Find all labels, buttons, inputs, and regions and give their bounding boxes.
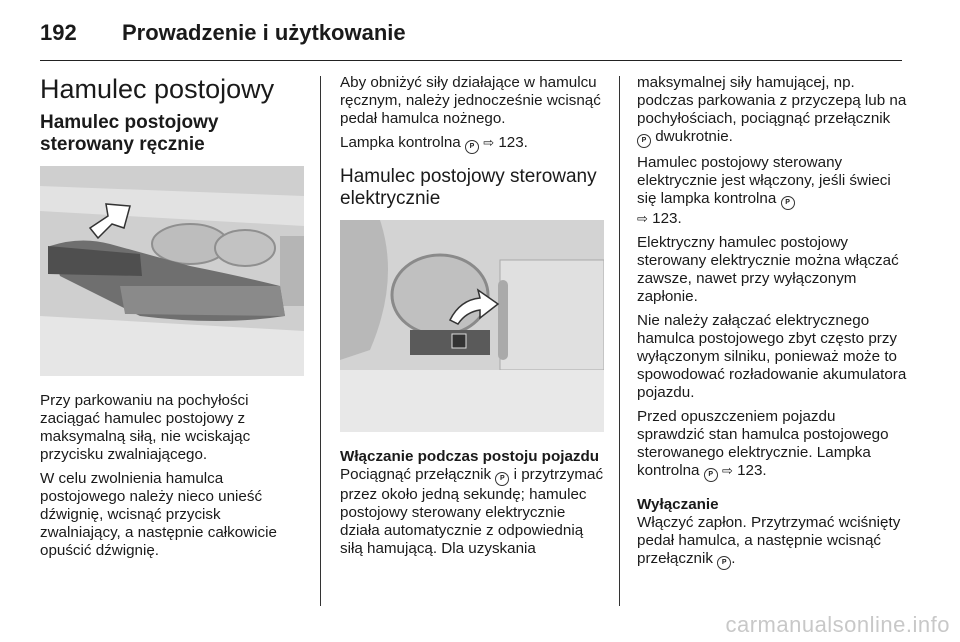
parking-brake-icon: P <box>717 556 731 570</box>
parking-brake-icon: P <box>465 140 479 154</box>
parking-brake-icon: P <box>704 468 718 482</box>
reference-arrow-icon: ⇨ <box>721 463 733 478</box>
watermark: carmanualsonline.info <box>725 612 950 637</box>
reference-arrow-icon: ⇨ <box>483 135 495 150</box>
paragraph: Nie należy załączać elektrycznego hamulca postojowego zbyt często przy wyłączonym silniku, ponieważ może to spowodować rozładowanie akumulatora pojazdu. <box>637 312 907 401</box>
paragraph: Aby obniżyć siły działające w hamulcu ręcznym, należy jednocześnie wcisnąć pedał hamulca nożnego. <box>340 74 601 127</box>
caption: Włączanie podczas postoju pojazdu <box>340 448 600 465</box>
paragraph <box>340 134 604 154</box>
paragraph: Elektryczny hamulec postojowy sterowany elektrycznie można włączać zawsze, nawet przy wyłączonym zapłonie. <box>637 234 899 305</box>
text: Hamulec postojowy sterowany elektrycznie jest włączony, jeśli świeci się lampka kontrolna <box>637 154 891 207</box>
column-middle <box>340 74 604 564</box>
parking-brake-icon: P <box>781 196 795 210</box>
text: Włączyć zapłon. Przytrzymać wciśnięty pedał hamulca, a następnie wcisnąć przełącznik <box>637 514 901 567</box>
subsection-title: Hamulec postojowy sterowany elektrycznie <box>340 166 597 209</box>
column-left <box>40 74 304 566</box>
page-reference: 123. <box>498 134 528 151</box>
handbrake-photo <box>40 166 304 376</box>
paragraph <box>637 514 907 570</box>
paragraph: W celu zwolnienia hamulca postojowego należy nieco unieść dźwignię, wcisnąć przycisk zwalniający, a następnie całkowicie opuścić dźwignię. <box>40 470 277 559</box>
text: dwukrotnie. <box>655 128 733 145</box>
page-header <box>40 18 902 61</box>
paragraph <box>637 154 907 228</box>
column-right <box>637 74 907 576</box>
page-number: 192 <box>40 20 77 45</box>
reference-arrow-icon: ⇨ <box>637 211 648 226</box>
column-divider <box>619 76 620 606</box>
page-reference: 123. <box>652 210 682 227</box>
electric-brake-photo <box>340 220 604 432</box>
text: Lampka kontrolna <box>340 134 461 151</box>
text: Przed opuszczeniem pojazdu sprawdzić stan hamulca postojowego sterowanego elektrycznie. Lampka kontrolna <box>637 408 889 479</box>
parking-brake-icon: P <box>637 134 651 148</box>
text: i przytrzymać przez około jedną sekundę; hamulec postojowy sterowany elektrycznie działa automatycznie z odpowiednią siłą hamującą. Dla uzyskania <box>340 466 604 557</box>
text: maksymalnej siły hamującej, np. podczas parkowania z przyczepą lub na pochyłościach, pociągnąć przełącznik <box>637 74 907 127</box>
subsection-title: Hamulec postojowy sterowany ręcznie <box>40 112 219 155</box>
section-title: Hamulec postojowy <box>40 74 275 104</box>
paragraph: Przy parkowaniu na pochyłości zaciągać hamulec postojowy z maksymalną siłą, nie wciskając przycisku zwalniającego. <box>40 392 251 463</box>
caption: Wyłączanie <box>637 496 719 513</box>
paragraph <box>637 408 907 482</box>
paragraph <box>340 466 604 558</box>
text: . <box>731 550 736 567</box>
page-reference: 123. <box>737 462 767 479</box>
text: Pociągnąć przełącznik <box>340 466 492 483</box>
parking-brake-icon: P <box>495 472 509 486</box>
paragraph <box>637 74 907 148</box>
column-divider <box>320 76 321 606</box>
running-title: Prowadzenie i użytkowanie <box>122 20 406 45</box>
